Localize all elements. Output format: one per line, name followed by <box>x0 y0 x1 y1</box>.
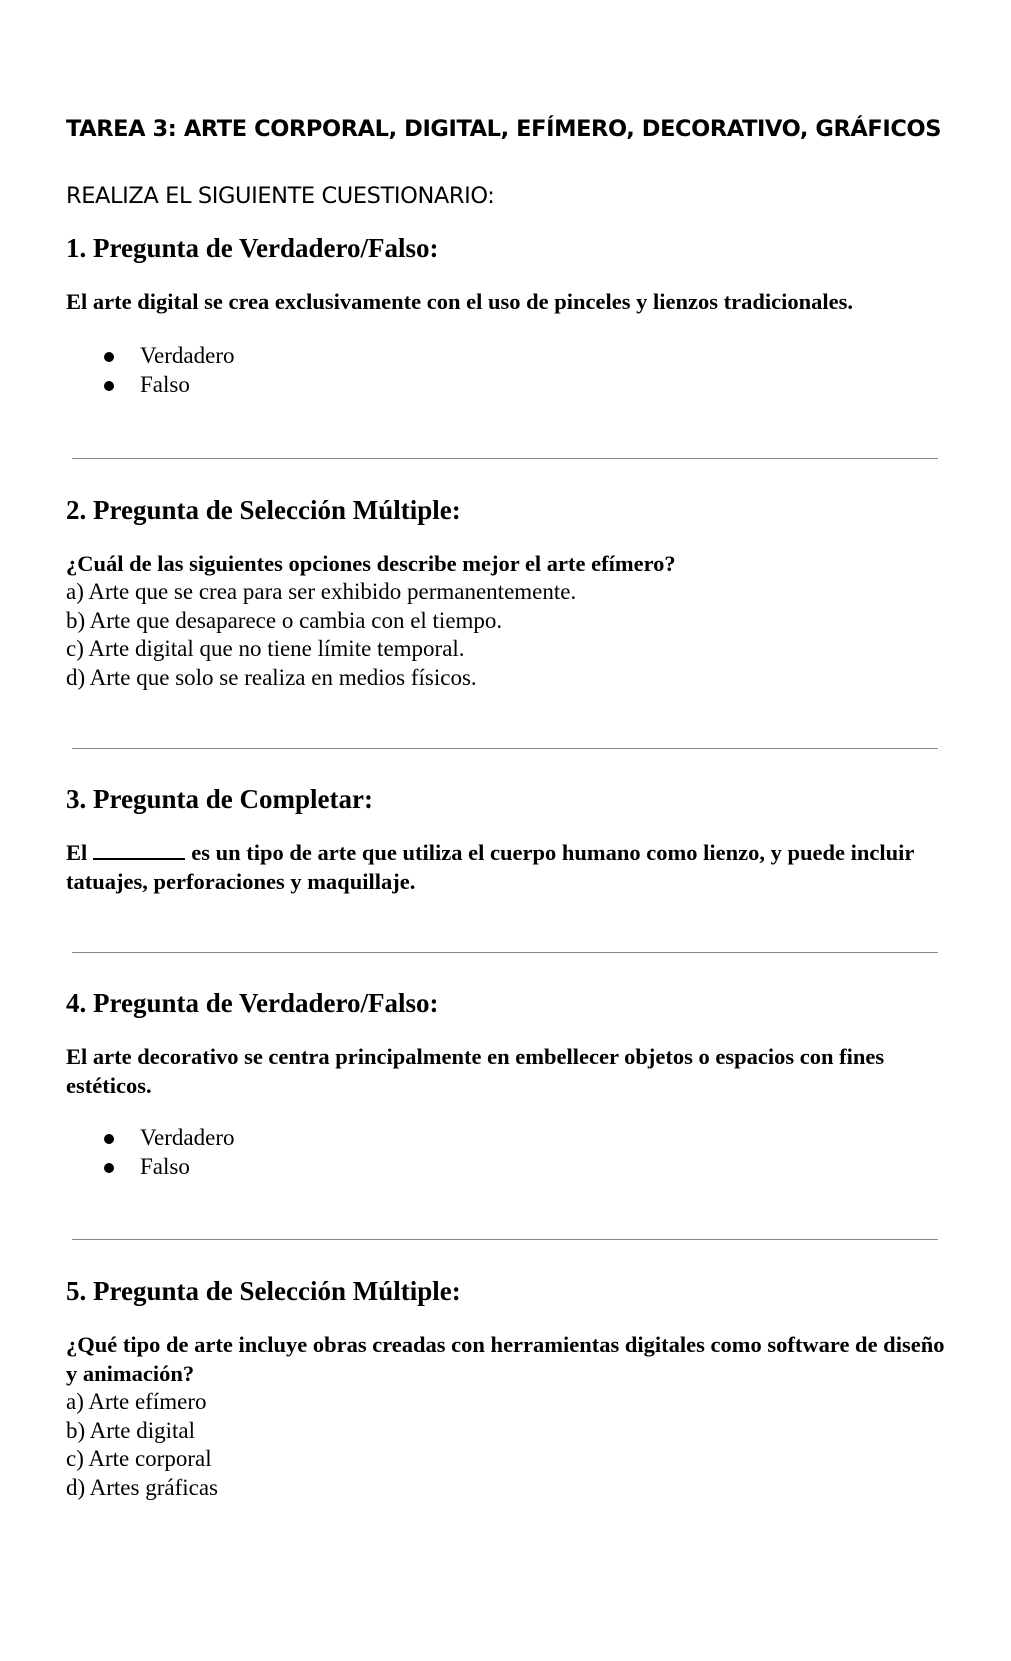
document-subtitle: REALIZA EL SIGUIENTE CUESTIONARIO: <box>66 183 495 209</box>
question-heading: 5. Pregunta de Selección Múltiple: <box>66 1276 461 1306</box>
answer-options <box>66 1388 218 1502</box>
question-text: El arte decorativo se centra principalmente en embellecer objetos o espacios con fines estéticos. <box>66 1044 885 1098</box>
list-item: a) Arte efímero <box>66 1389 207 1414</box>
bullet-icon <box>104 1134 114 1144</box>
question-heading: 1. Pregunta de Verdadero/Falso: <box>66 233 439 263</box>
question-text: ¿Cuál de las siguientes opciones describe mejor el arte efímero? <box>66 551 676 576</box>
list-item <box>104 371 235 400</box>
answer-options <box>66 578 576 692</box>
section-divider <box>72 748 938 749</box>
option-label: Falso <box>140 1153 190 1179</box>
option-label: Falso <box>140 371 190 397</box>
list-item: b) Arte digital <box>66 1417 196 1443</box>
list-item: c) Arte digital que no tiene límite temporal. <box>66 636 465 661</box>
list-item <box>104 1124 235 1153</box>
bullet-icon <box>104 381 114 391</box>
document-title: TAREA 3: ARTE CORPORAL, DIGITAL, EFÍMERO, DECORATIVO, GRÁFICOS <box>66 116 942 142</box>
option-label: Verdadero <box>140 1125 235 1150</box>
question-text: El arte digital se crea exclusivamente con el uso de pinceles y lienzos tradicionales. <box>66 289 853 314</box>
fill-blank-prefix: El <box>66 840 88 865</box>
answer-options <box>104 1124 235 1181</box>
list-item: c) Arte corporal <box>66 1446 212 1471</box>
section-divider <box>72 952 938 953</box>
list-item: d) Arte que solo se realiza en medios físicos. <box>66 664 477 690</box>
option-label: Verdadero <box>140 343 235 368</box>
question-heading: 3. Pregunta de Completar: <box>66 784 373 814</box>
question-text: ¿Qué tipo de arte incluye obras creadas con herramientas digitales como software de diseño y animación? <box>66 1332 945 1386</box>
list-item: a) Arte que se crea para ser exhibido permanentemente. <box>66 579 577 604</box>
section-divider <box>72 458 938 459</box>
list-item: d) Artes gráficas <box>66 1474 218 1500</box>
fill-in-blank <box>93 842 185 860</box>
question-text <box>66 839 946 896</box>
fill-blank-suffix: es un tipo de arte que utiliza el cuerpo humano como lienzo, y puede incluir tatuajes, perforaciones y maquillaje. <box>66 840 914 894</box>
list-item <box>104 342 235 371</box>
list-item <box>104 1153 235 1182</box>
question-heading: 4. Pregunta de Verdadero/Falso: <box>66 988 439 1018</box>
answer-options <box>104 342 235 399</box>
bullet-icon <box>104 352 114 362</box>
list-item: b) Arte que desaparece o cambia con el tiempo. <box>66 607 503 633</box>
bullet-icon <box>104 1163 114 1173</box>
question-heading: 2. Pregunta de Selección Múltiple: <box>66 495 461 525</box>
section-divider <box>72 1239 938 1240</box>
